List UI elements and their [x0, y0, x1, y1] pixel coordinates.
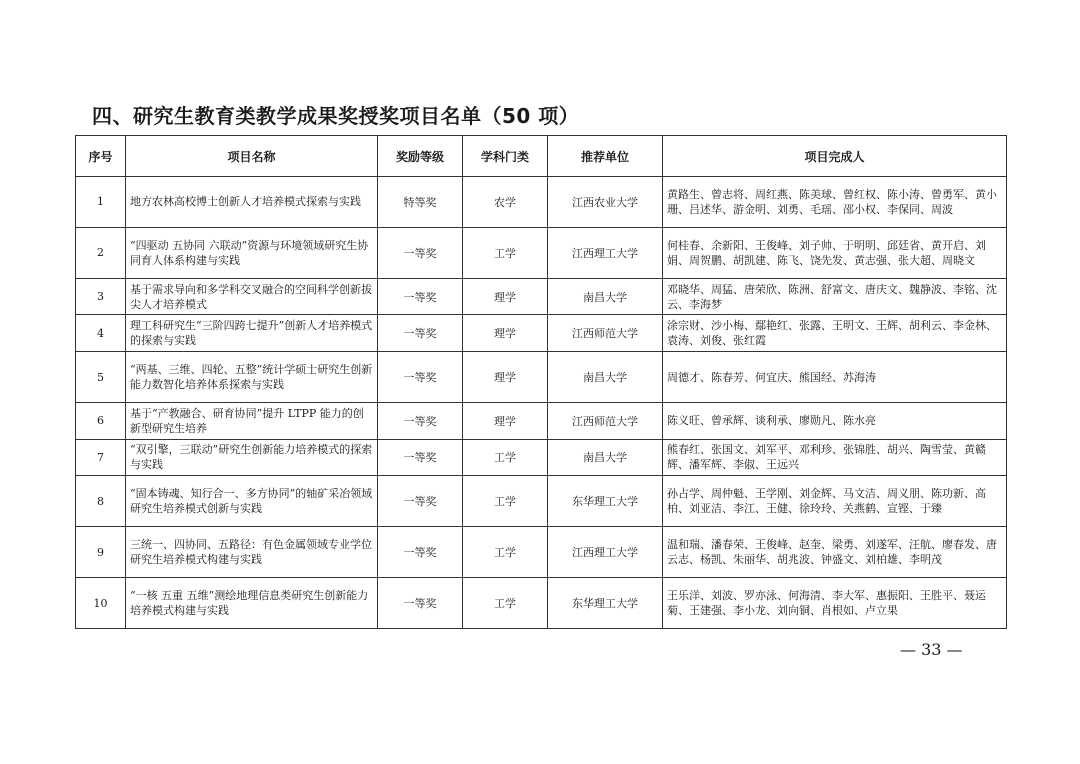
cell-members: 熊春红、张国文、刘军平、邓利珍、张锦胜、胡兴、陶雪莹、黄赣辉、潘军辉、李俶、王远兴: [663, 439, 1007, 476]
cell-award-level: 一等奖: [378, 278, 463, 315]
cell-project-name: 理工科研究生“三阶四跨七提升”创新人才培养模式的探索与实践: [126, 315, 378, 352]
cell-project-name: “双引擎，三联动”研究生创新能力培养模式的探索与实践: [126, 439, 378, 476]
cell-project-name: “两基、三维、四轮、五整”统计学硕士研究生创新能力数智化培养体系探索与实践: [126, 352, 378, 403]
cell-index: 2: [76, 227, 126, 278]
cell-discipline: 工学: [463, 578, 548, 629]
cell-discipline: 理学: [463, 402, 548, 439]
cell-project-name: “固本铸魂、知行合一、多方协同”的轴矿采冶领域研究生培养模式创新与实践: [126, 476, 378, 527]
cell-index: 10: [76, 578, 126, 629]
cell-unit: 南昌大学: [548, 278, 663, 315]
table-header-row: [76, 136, 1007, 177]
cell-award-level: 一等奖: [378, 315, 463, 352]
cell-index: 5: [76, 352, 126, 403]
header-unit: 推荐单位: [548, 136, 663, 177]
award-table: [75, 135, 1007, 629]
cell-index: 3: [76, 278, 126, 315]
cell-discipline: 工学: [463, 439, 548, 476]
cell-index: 6: [76, 402, 126, 439]
cell-unit: 东华理工大学: [548, 578, 663, 629]
table-row: [76, 177, 1007, 228]
table-row: [76, 476, 1007, 527]
header-discipline: 学科门类: [463, 136, 548, 177]
cell-members: 何桂春、余新阳、王俊峰、刘子帅、于明明、邱廷省、黄开启、刘娟、周贺鹏、胡凯建、陈飞、饶先发、黄志强、张大超、周晓文: [663, 227, 1007, 278]
cell-members: 陈义旺、曾承辉、谈利承、廖勋凡、陈水亮: [663, 402, 1007, 439]
cell-members: 王乐洋、刘波、罗亦泳、何海清、李大军、惠振阳、王胜平、聂运菊、王建强、李小龙、刘向铜、肖根如、卢立果: [663, 578, 1007, 629]
page-title: 四、研究生教育类教学成果奖授奖项目名单（50 项）: [92, 104, 580, 128]
cell-unit: 南昌大学: [548, 352, 663, 403]
header-members: 项目完成人: [663, 136, 1007, 177]
cell-discipline: 农学: [463, 177, 548, 228]
table-row: [76, 315, 1007, 352]
table-row: [76, 278, 1007, 315]
cell-unit: 江西师范大学: [548, 315, 663, 352]
cell-project-name: “一核 五重 五维”测绘地理信息类研究生创新能力培养模式构建与实践: [126, 578, 378, 629]
table-row: [76, 578, 1007, 629]
cell-index: 7: [76, 439, 126, 476]
cell-index: 8: [76, 476, 126, 527]
header-project-name: 项目名称: [126, 136, 378, 177]
cell-members: 涂宗财、沙小梅、鄢艳红、张露、王明文、王辉、胡利云、李金林、袁涛、刘俊、张红霞: [663, 315, 1007, 352]
cell-members: 温和瑞、潘春荣、王俊峰、赵奎、梁勇、刘遂军、汪航、廖春发、唐云志、杨凯、朱丽华、胡兆波、钟盛文、刘柏雄、李明茂: [663, 527, 1007, 578]
table-row: [76, 439, 1007, 476]
cell-award-level: 一等奖: [378, 227, 463, 278]
cell-index: 1: [76, 177, 126, 228]
cell-unit: 江西师范大学: [548, 402, 663, 439]
cell-project-name: 基于需求导向和多学科交叉融合的空间科学创新拔尖人才培养模式: [126, 278, 378, 315]
cell-unit: 南昌大学: [548, 439, 663, 476]
cell-project-name: “四驱动 五协同 六联动”资源与环境领域研究生协同育人体系构建与实践: [126, 227, 378, 278]
table-row: [76, 402, 1007, 439]
cell-discipline: 理学: [463, 352, 548, 403]
cell-award-level: 特等奖: [378, 177, 463, 228]
cell-unit: 江西理工大学: [548, 527, 663, 578]
header-award-level: 奖励等级: [378, 136, 463, 177]
cell-award-level: 一等奖: [378, 402, 463, 439]
cell-unit: 江西理工大学: [548, 227, 663, 278]
cell-project-name: 三统一、四协同、五路径：有色金属领域专业学位研究生培养模式构建与实践: [126, 527, 378, 578]
cell-unit: 江西农业大学: [548, 177, 663, 228]
header-index: 序号: [76, 136, 126, 177]
cell-discipline: 理学: [463, 278, 548, 315]
table-row: [76, 352, 1007, 403]
cell-award-level: 一等奖: [378, 439, 463, 476]
cell-discipline: 工学: [463, 476, 548, 527]
cell-members: 周德才、陈春芳、何宜庆、熊国经、苏海涛: [663, 352, 1007, 403]
cell-project-name: 基于“产教融合、研育协同”提升 LTPP 能力的创新型研究生培养: [126, 402, 378, 439]
cell-members: 孙占学、周仲魁、王学刚、刘金辉、马文洁、周义朋、陈功新、高柏、刘亚洁、李江、王健、徐玲玲、关燕鹤、宣铿、于臻: [663, 476, 1007, 527]
cell-discipline: 理学: [463, 315, 548, 352]
cell-award-level: 一等奖: [378, 578, 463, 629]
page-number: — 33 —: [900, 640, 963, 659]
cell-members: 邓晓华、周猛、唐荣欣、陈洲、舒富文、唐庆文、魏静波、李铭、沈云、李海梦: [663, 278, 1007, 315]
cell-award-level: 一等奖: [378, 527, 463, 578]
cell-award-level: 一等奖: [378, 352, 463, 403]
cell-discipline: 工学: [463, 227, 548, 278]
table-row: [76, 227, 1007, 278]
cell-unit: 东华理工大学: [548, 476, 663, 527]
cell-members: 黄路生、曾志将、周红燕、陈美球、曾红权、陈小涛、曾勇军、黄小珊、吕述华、游金明、刘勇、毛瑶、邵小权、李保同、周波: [663, 177, 1007, 228]
cell-index: 9: [76, 527, 126, 578]
cell-discipline: 工学: [463, 527, 548, 578]
cell-project-name: 地方农林高校博士创新人才培养模式探索与实践: [126, 177, 378, 228]
table-row: [76, 527, 1007, 578]
cell-award-level: 一等奖: [378, 476, 463, 527]
cell-index: 4: [76, 315, 126, 352]
